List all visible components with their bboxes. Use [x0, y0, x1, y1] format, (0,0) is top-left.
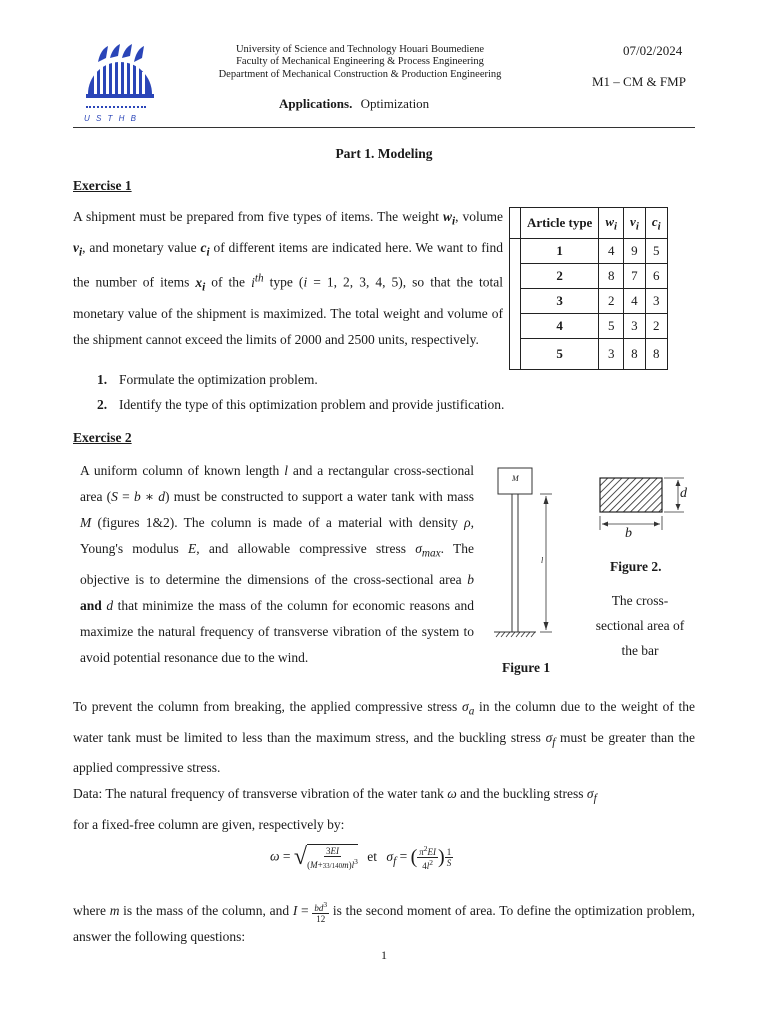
logo-arabic-mark — [86, 106, 146, 112]
table-cell: 4 — [599, 239, 624, 264]
table-row — [510, 314, 668, 339]
table-cell: 8 — [645, 339, 667, 370]
table-cell: 3 — [645, 289, 667, 314]
table-row — [510, 289, 668, 314]
date: 07/02/2024 — [623, 43, 683, 58]
figure2-d-label: d — [680, 486, 687, 501]
figure2-description — [584, 588, 696, 663]
figure1-caption: Figure 1 — [502, 660, 551, 675]
exercise1-text: A shipment must be prepared from five types of items. The weight $w_i$, volume $v_i$, and monetary value $c_i$ of different items are indicated here. We want to find the number of items $x_i$ of the $i^{th}$ type (i = 1, 2, 3, 4, 5), so that the total monetary value of the shipment is maximized. The total weight and volume of the shipment cannot exceed the limits of 2000 and 2500 units, respectively. — [73, 209, 503, 347]
table-empty-cell — [510, 208, 521, 239]
table-cell: 5 — [645, 239, 667, 264]
faculty-name: Faculty of Mechanical Engineering & Process Engineering — [236, 56, 484, 67]
figure1-diagram — [488, 466, 568, 642]
table-cell: 3 — [599, 339, 624, 370]
table-cell: 2 — [645, 314, 667, 339]
figure2-desc-line: The cross- — [611, 593, 669, 608]
figure2-diagram — [594, 470, 694, 544]
exercise2-title: Exercise 2 — [73, 430, 132, 445]
table-header: $v_i$ — [624, 208, 646, 239]
table-cell: 3 — [624, 314, 646, 339]
question-1: 1. Formulate the optimization problem. — [97, 372, 318, 387]
formula-et: et — [367, 848, 378, 864]
cross-section-icon — [594, 470, 694, 544]
moment-paragraph: where m is the mass of the column, and I = $\frac{bd^3}{12}$ is the second moment of area. To define the optimization problem, answer the following questions: — [73, 899, 695, 944]
figure1-mass-label: M — [512, 474, 519, 483]
figure2-caption: Figure 2. — [610, 559, 662, 574]
applications-line — [279, 96, 429, 112]
exercise2-text: A uniform column of known length l and a rectangular cross-sectional area (S = b ∗ d) must be constructed to support a water tank with mass M (figures 1&2). The column is made of a material with density ρ, Young's modulus E, and allowable compressive stress $\sigma_{max}$. The objective is to determine the dimensions of the cross-sectional area b and d that minimize the mass of the column for economic reasons and maximize the natural frequency of transverse vibration of the system to avoid potential resonance due to the wind. — [80, 463, 475, 665]
table-cell: 1 — [521, 239, 599, 264]
table-cell: 5 — [521, 339, 599, 370]
department-name: Department of Mechanical Construction & Production Engineering — [218, 69, 502, 80]
applications-topic: Optimization — [360, 96, 430, 111]
question-2: 2. Identify the type of this optimization problem and provide justification. — [97, 397, 505, 412]
table-row — [510, 264, 668, 289]
header-divider — [73, 127, 695, 128]
figure2-desc-line: sectional area of — [595, 618, 685, 633]
table-cell: 8 — [624, 339, 646, 370]
exercise1-title: Exercise 1 — [73, 178, 132, 193]
table-header-row — [510, 208, 668, 239]
table-row — [510, 339, 668, 370]
articles-table-wrap — [509, 207, 668, 370]
table-cell: 2 — [521, 264, 599, 289]
course-code: M1 – CM & FMP — [592, 74, 686, 89]
table-cell: 3 — [521, 289, 599, 314]
table-header: $c_i$ — [645, 208, 667, 239]
usthb-logo — [84, 44, 156, 123]
figure1-length-label: l — [541, 556, 544, 565]
sqrt-expression: √ $\frac{3EI}{(M+33/140m)l^3}$ — [293, 844, 358, 870]
logo-emblem-icon — [84, 44, 156, 100]
table-cell: 4 — [624, 289, 646, 314]
table-cell: 4 — [521, 314, 599, 339]
table-row — [510, 239, 668, 264]
table-cell: 6 — [645, 264, 667, 289]
data-paragraph: Data: The natural frequency of transverse vibration of the water tank ω and the buckling stress $\sigma_f$ for a fixed-free column are given, respectively by: — [73, 786, 597, 832]
table-cell: 8 — [599, 264, 624, 289]
table-header: Article type — [521, 208, 599, 239]
table-header: $w_i$ — [599, 208, 624, 239]
part-title: Part 1. Modeling — [335, 146, 433, 161]
logo-text: U S T H B — [84, 114, 139, 123]
articles-table — [509, 207, 668, 370]
table-cell: 9 — [624, 239, 646, 264]
constraint-paragraph: To prevent the column from breaking, the applied compressive stress $\sigma_a$ in the column due to the weight of the water tank must be limited to less than the maximum stress, and the buckling stress $\sigma_f$ must be greater than the applied compressive stress. — [73, 699, 696, 776]
table-cell: 5 — [599, 314, 624, 339]
table-cell: 2 — [599, 289, 624, 314]
table-cell: 7 — [624, 264, 646, 289]
applications-label: Applications. — [279, 96, 353, 111]
page-number: 1 — [381, 948, 387, 962]
figure2-b-label: b — [625, 526, 632, 541]
frequency-buckling-formula: ω = √ $\frac{3EI}{(M+33/140m)l^3}$ et $\sigma_f$ = ( $\frac{\pi^2EI}{4l^2}$ ) $\frac{1}{S}$ — [270, 844, 452, 871]
column-diagram-icon — [488, 466, 568, 642]
figure2-desc-line: the bar — [621, 643, 659, 658]
university-name: University of Science and Technology Houari Boumediene — [235, 44, 485, 55]
table-empty-cell — [510, 239, 521, 370]
